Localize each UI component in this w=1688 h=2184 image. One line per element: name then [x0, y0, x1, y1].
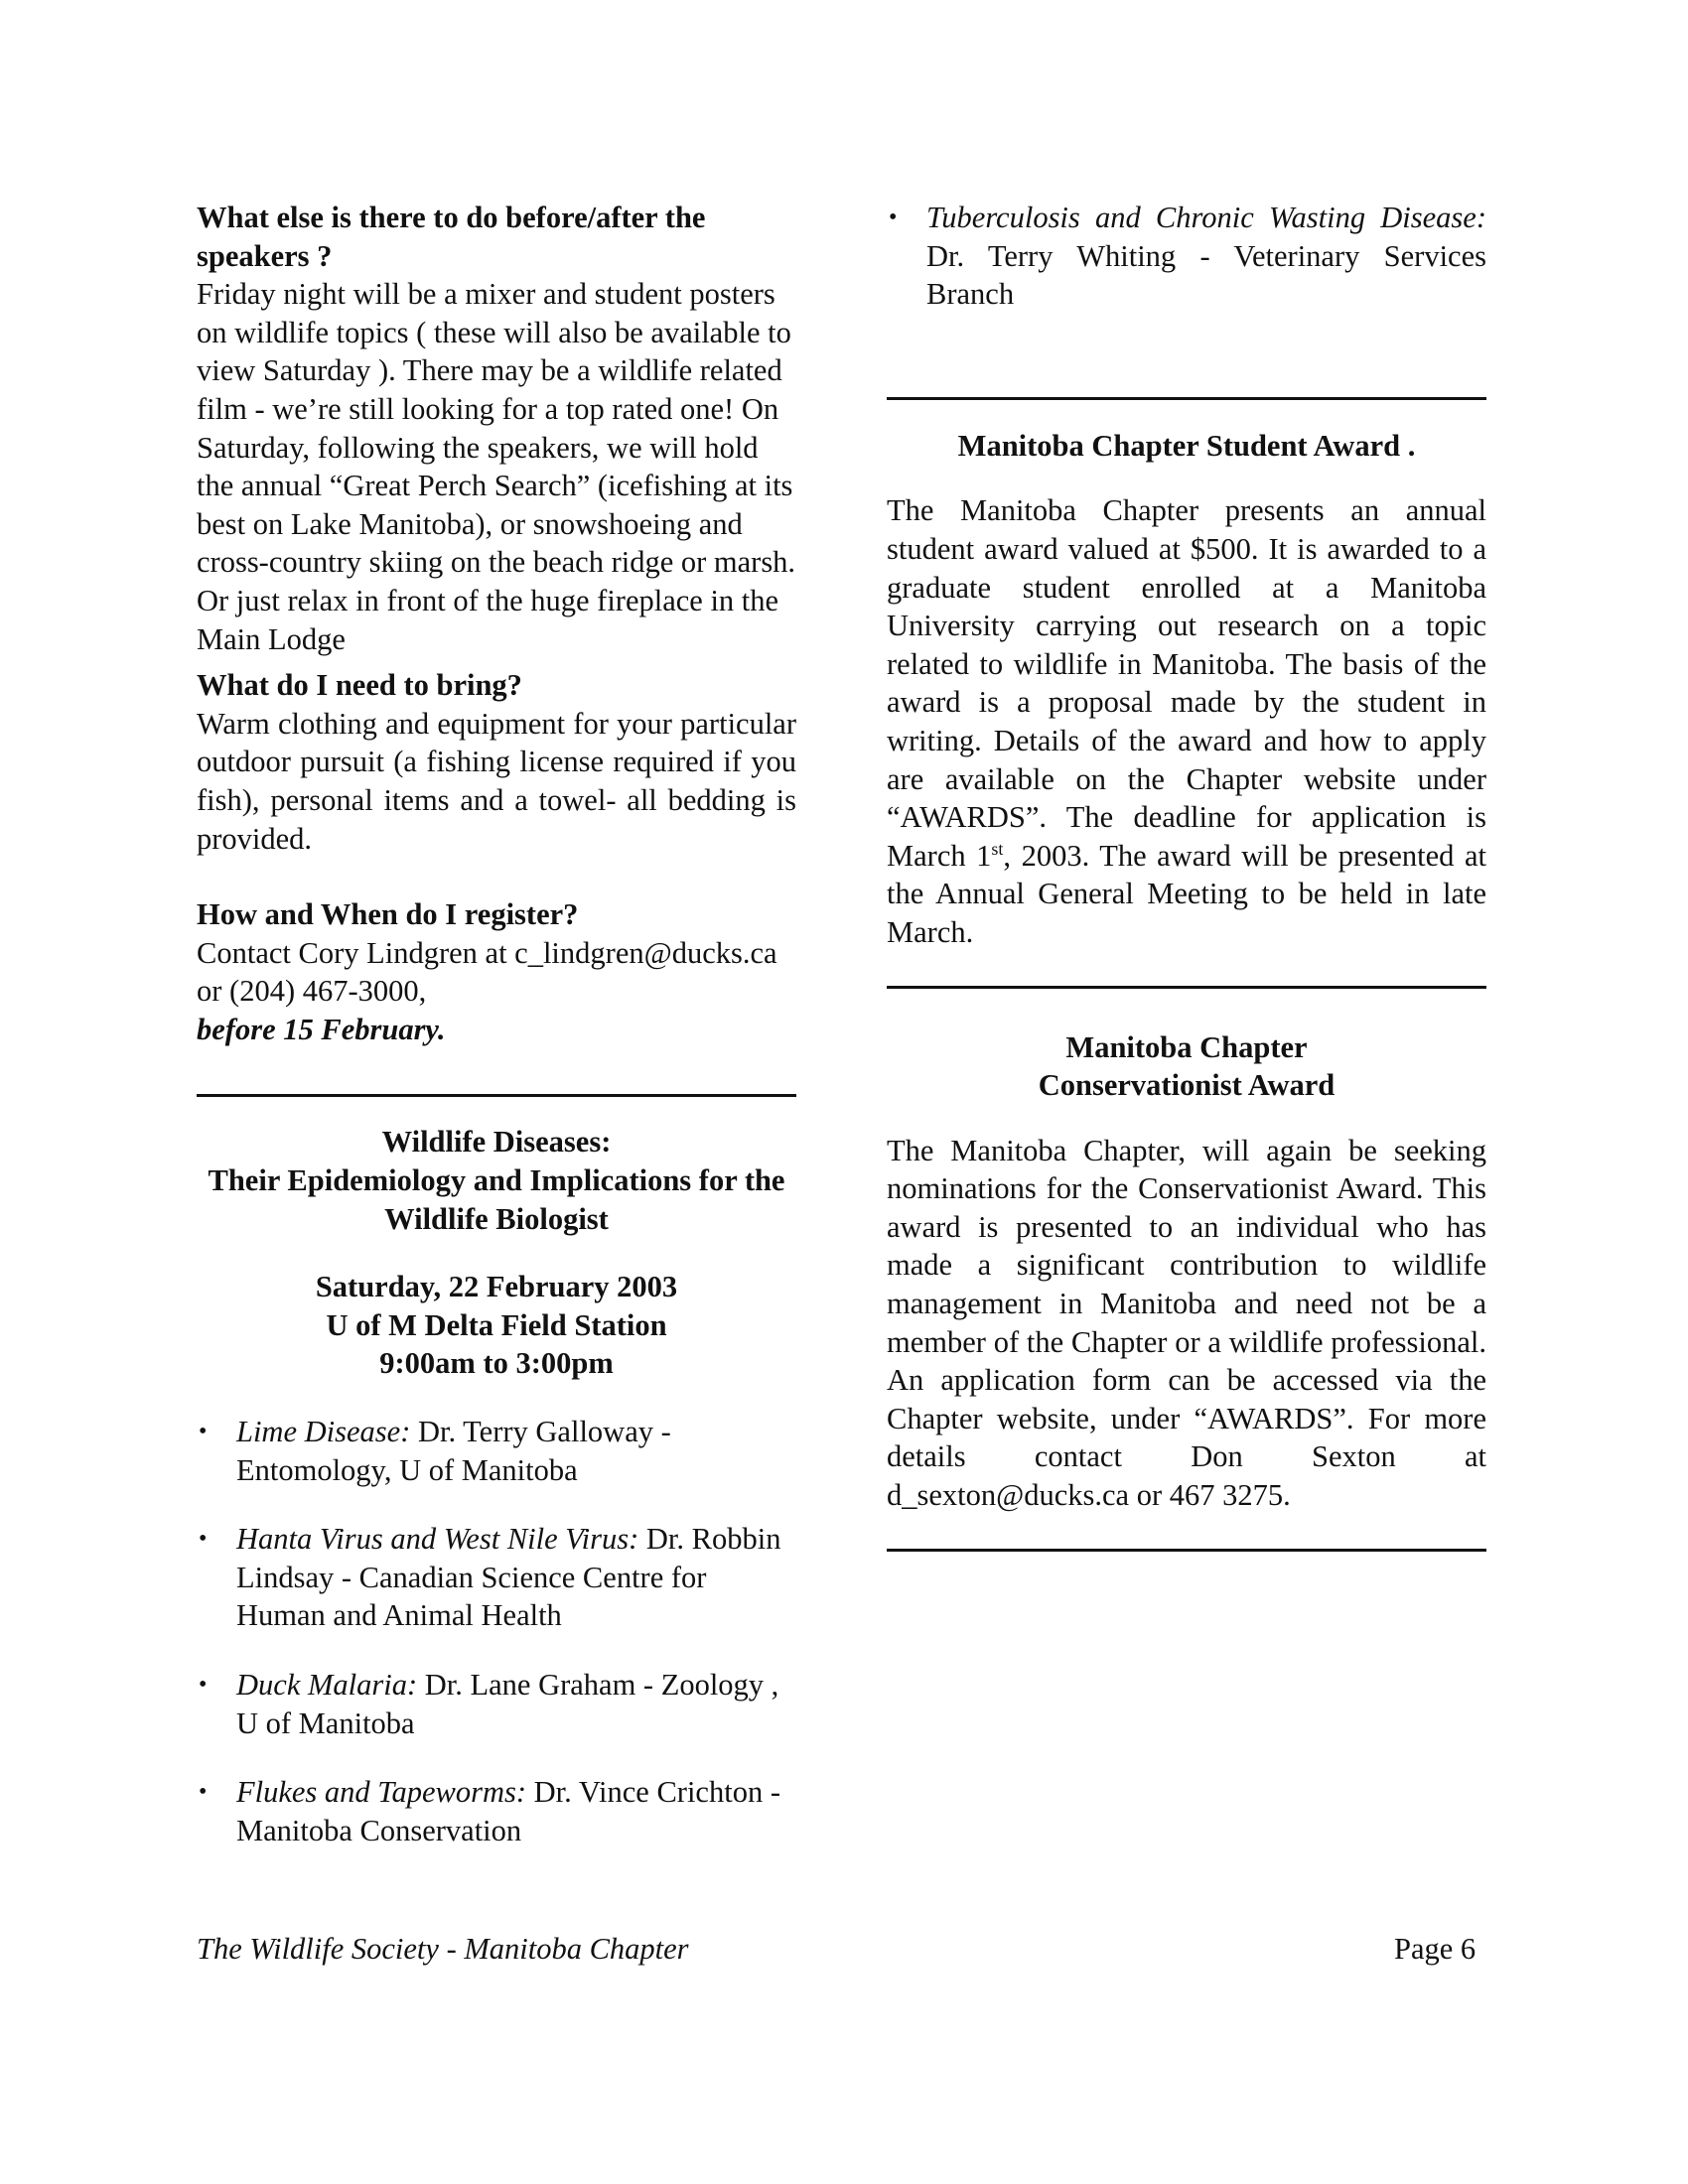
talk-topic: Flukes and Tapeworms:	[236, 1775, 527, 1810]
talk-topic: Hanta Virus and West Nile Virus:	[236, 1522, 639, 1557]
conservationist-award-paragraph: The Manitoba Chapter, will again be seeking nominations for the Conservationist Award. This award is presented to an individual who has made a significant contribution to wildlife management in Manitoba and need not be a member of the Chapter or a wildlife professional. An application form can be accessed via the Chapter website, under “AWARDS”. For more details contact Don Sexton at d_sexton@ducks.ca or 467 3275.	[887, 1133, 1486, 1513]
bring-paragraph: Warm clothing and equipment for your particular outdoor pursuit (a fishing license required if you fish), personal items and a towel- all bedding is provided.	[197, 706, 796, 856]
talk-topic: Duck Malaria:	[236, 1668, 418, 1702]
ordinal-suffix: st	[991, 838, 1004, 859]
talk-speaker: Dr. Terry Whiting - Veterinary Services Branch	[926, 238, 1486, 312]
left-column	[197, 199, 796, 1880]
talk-speaker: Dr. Robbin Lindsay - Canadian Science Centre for Human and Animal Health	[236, 1522, 781, 1633]
list-item	[197, 1413, 796, 1489]
section-divider	[197, 1094, 796, 1097]
student-award-text: The Manitoba Chapter presents an annual student award valued at $500. It is awarded to a graduate student enrolled at a Manitoba University carrying out research on a topic related to wildlife in Manitoba. The basis of the award is a proposal made by the student in writing. Details of the award and how to apply are available on the Chapter website under “AWARDS”. The deadline for application is March 1	[887, 493, 1486, 873]
list-item	[197, 1773, 796, 1849]
list-item	[197, 1520, 796, 1635]
event-date: Saturday, 22 February 2003	[315, 1270, 678, 1304]
question-heading-bring: What do I need to bring?	[197, 668, 522, 703]
event-title	[197, 1123, 796, 1238]
footer-publication: The Wildlife Society - Manitoba Chapter	[197, 1932, 689, 1966]
question-heading-activities: What else is there to do before/after the speakers ?	[197, 201, 706, 273]
talk-topic: Lime Disease:	[236, 1415, 411, 1449]
student-award-paragraph	[887, 491, 1486, 951]
event-details	[197, 1268, 796, 1383]
register-paragraph	[197, 934, 796, 1049]
bullet-icon: •	[889, 205, 898, 230]
register-deadline: before 15 February.	[197, 1012, 446, 1046]
page-number: Page 6	[1394, 1932, 1477, 1966]
speaker-list-continued	[887, 199, 1486, 314]
speaker-list	[197, 1413, 796, 1849]
section-divider	[887, 986, 1486, 989]
conservationist-award-title-line-2: Conservationist Award	[1038, 1068, 1336, 1103]
bullet-icon: •	[199, 1526, 208, 1553]
bullet-icon: •	[199, 1419, 208, 1445]
conservationist-award-title-line-1: Manitoba Chapter	[1065, 1029, 1308, 1064]
event-location: U of M Delta Field Station	[326, 1307, 667, 1342]
bullet-icon: •	[199, 1672, 208, 1698]
talk-topic: Tuberculosis and Chronic Wasting Disease:	[926, 201, 1486, 234]
list-item	[197, 1666, 796, 1742]
question-heading-register: How and When do I register?	[197, 897, 579, 932]
event-time: 9:00am to 3:00pm	[379, 1346, 614, 1381]
talk-speaker: Dr. Terry Galloway - Entomology, U of Manitoba	[236, 1415, 671, 1487]
register-contact: Contact Cory Lindgren at c_lindgren@ducks.ca or (204) 467-3000,	[197, 935, 777, 1009]
student-award-text-end: , 2003. The award will be presented at the Annual General Meeting to be held in late March.	[887, 838, 1486, 949]
bullet-icon: •	[199, 1779, 208, 1806]
event-title-line-1: Wildlife Diseases:	[381, 1125, 612, 1160]
student-award-title: Manitoba Chapter Student Award .	[957, 428, 1416, 463]
talk-speaker: Dr. Lane Graham - Zoology , U of Manitoba	[236, 1668, 779, 1740]
right-column	[887, 199, 1486, 1552]
talk-speaker: Dr. Vince Crichton - Manitoba Conservation	[236, 1775, 780, 1847]
event-title-line-2: Their Epidemiology and Implications for the Wildlife Biologist	[208, 1163, 785, 1236]
activities-paragraph: Friday night will be a mixer and student posters on wildlife topics ( these will also be available to view Saturday ). There may be a wildlife related film - we’re still looking for a top rated one! On Saturday, following the speakers, we will hold the annual “Great Perch Search” (icefishing at its best on Lake Manitoba), or snowshoeing and cross-country skiing on the beach ridge or marsh. Or just relax in front of the huge fireplace in the Main Lodge	[197, 277, 796, 656]
section-divider	[887, 1549, 1486, 1552]
section-divider	[887, 397, 1486, 400]
conservationist-award-title	[887, 1028, 1486, 1105]
list-item	[887, 199, 1486, 314]
